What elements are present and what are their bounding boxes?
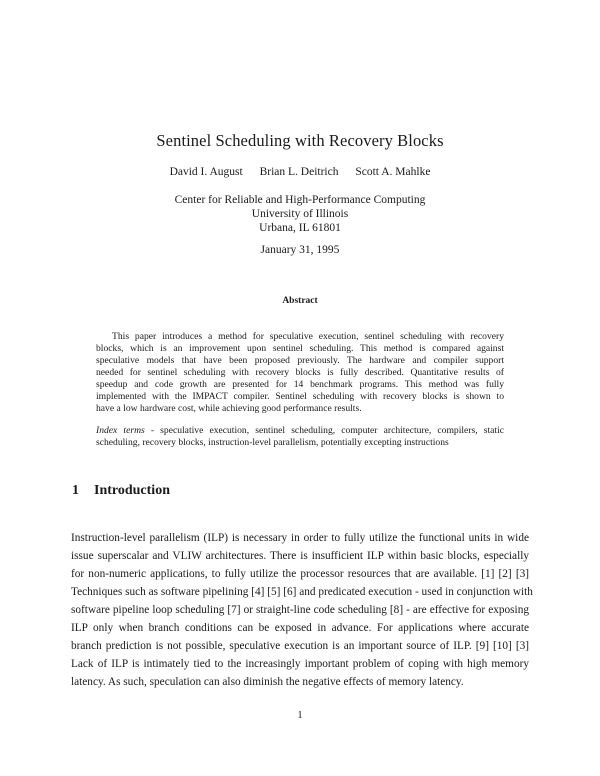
index-terms-line-2: scheduling, recovery blocks, instruction-level parallelism, potentially excepting instructions bbox=[96, 437, 449, 448]
body-line: branch prediction is not possible, speculative execution is an important source of ILP. [9] [10] [3] bbox=[71, 640, 529, 652]
section-title: Introduction bbox=[94, 483, 170, 498]
body-line: latency. As such, speculation can also diminish the negative effects of memory latency. bbox=[71, 676, 464, 688]
abstract-line: needed for sentinel scheduling with recovery blocks is fully described. Quantitative results of bbox=[96, 367, 504, 378]
abstract-heading: Abstract bbox=[282, 296, 318, 306]
index-terms-text: - speculative execution, sentinel scheduling, computer architecture, compilers, static bbox=[144, 425, 504, 436]
affiliation-line-1: Center for Reliable and High-Performance Computing bbox=[174, 194, 426, 206]
page-number: 1 bbox=[297, 710, 303, 721]
affiliation-line-2: University of Illinois bbox=[251, 208, 349, 220]
section-heading-introduction bbox=[72, 483, 170, 499]
abstract-line: speedup and code growth are presented for 14 benchmark programs. This method was fully bbox=[96, 379, 504, 390]
abstract-line: blocks, which is an improvement upon sentinel scheduling. This method is compared against bbox=[96, 343, 504, 354]
abstract-line: implemented with the IMPACT compiler. Sentinel scheduling with recovery blocks is shown to bbox=[96, 391, 504, 402]
body-line: Techniques such as software pipelining [4] [5] [6] and predicated execution - used in conjunction with bbox=[71, 586, 533, 598]
abstract-line: speculative models that have been proposed previously. The hardware and compiler support bbox=[96, 355, 504, 366]
body-line: for non-numeric applications, to fully utilize the processor resources that are available. [1] [2] [3] bbox=[71, 568, 529, 580]
author-2: Brian L. Deitrich bbox=[259, 166, 339, 178]
affiliation-line-3: Urbana, IL 61801 bbox=[259, 222, 341, 234]
paper-date: January 31, 1995 bbox=[260, 244, 340, 256]
body-line: ILP only when branch conditions can be exposed in advance. For applications where accurate bbox=[71, 622, 529, 634]
abstract-line: have a low hardware cost, while achieving good performance results. bbox=[96, 403, 362, 414]
index-terms-line-1 bbox=[96, 425, 504, 437]
paper-title: Sentinel Scheduling with Recovery Blocks bbox=[156, 131, 444, 150]
body-line: Lack of ILP is intimately tied to the increasingly important problem of coping with high memory bbox=[71, 658, 529, 670]
author-3: Scott A. Mahlke bbox=[355, 166, 431, 178]
section-number: 1 bbox=[72, 483, 79, 498]
body-line: software pipeline loop scheduling [7] or straight-line code scheduling [8] - are effective for exposing bbox=[71, 604, 529, 616]
author-1: David I. August bbox=[169, 166, 243, 178]
body-line: Instruction-level parallelism (ILP) is necessary in order to fully utilize the functional units in wide bbox=[71, 532, 529, 544]
author-list bbox=[0, 166, 600, 178]
abstract-line: This paper introduces a method for speculative execution, sentinel scheduling with recovery bbox=[112, 331, 504, 342]
body-line: issue superscalar and VLIW architectures. There is insufficient ILP within basic blocks, especially bbox=[71, 550, 529, 562]
index-terms-label: Index terms bbox=[96, 425, 145, 436]
